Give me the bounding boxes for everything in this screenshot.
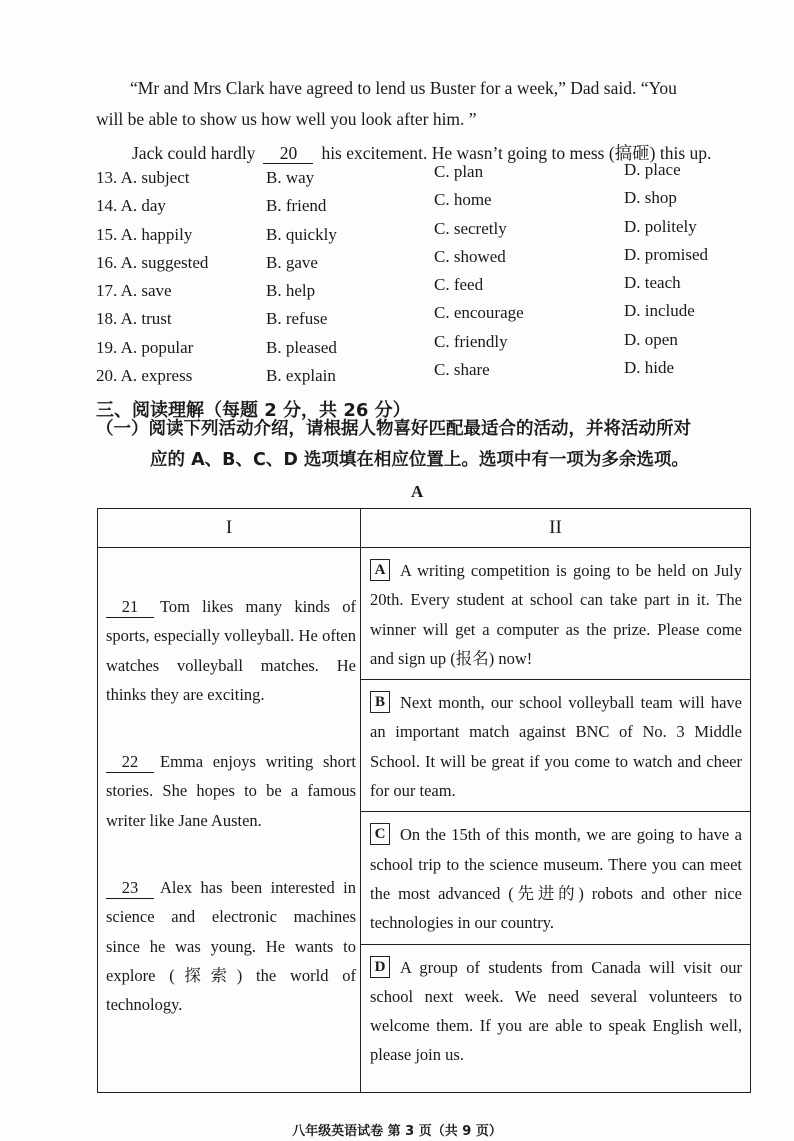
option-d: D. hide (624, 358, 675, 378)
option-c: C. showed (434, 246, 506, 266)
text-label: A (411, 482, 424, 501)
option-d: D. shop (624, 188, 677, 208)
part-instructions (96, 414, 756, 476)
option-c: C. encourage (434, 303, 524, 323)
passage-line-3-after: his excitement. He wasn’t going to mess (搞砸) this up. (321, 143, 712, 163)
person-item (106, 873, 356, 1019)
people-column (98, 548, 361, 1093)
activity-item (361, 679, 750, 811)
activity-description: A writing competition is going to be held on July 20th. Every student at school can take part in it. The winner will get a computer as the prize. Please come and sign up (报名) now! (370, 561, 742, 668)
option-b: B. refuse (266, 309, 328, 329)
person-description: Tom likes many kinds of sports, especially volleyball. He often watches volleyball matches. He thinks they are exciting. (106, 597, 356, 704)
option-a: 16. A. suggested (96, 252, 209, 272)
option-c: C. feed (434, 275, 484, 295)
section-title: 三、阅读理解（每题 2 分，共 26 分） (96, 400, 411, 421)
matching-table (97, 508, 751, 1093)
option-a: 13. A. subject (96, 168, 190, 187)
option-c: C. plan (434, 162, 484, 181)
person-item (106, 747, 356, 835)
option-row (96, 358, 756, 394)
option-a: 19. A. popular (96, 337, 194, 357)
option-a: 17. A. save (96, 281, 172, 301)
activity-letter: D (370, 956, 390, 978)
option-a: 15. A. happily (96, 224, 193, 244)
option-c: C. secretly (434, 218, 507, 238)
passage-line-1: “Mr and Mrs Clark have agreed to lend us Buster for a week,” Dad said. “You (130, 78, 677, 98)
person-description: Alex has been interested in science and electronic machines since he was young. He wants to explore (探索) the world of technology. (106, 878, 356, 1015)
activity-item (361, 811, 750, 943)
answer-blank-23[interactable]: 23 (106, 878, 154, 899)
passage-line-3-before: Jack could hardly (132, 143, 256, 163)
person-item (106, 592, 356, 709)
column-header-ii: II (361, 509, 751, 548)
option-d: D. teach (624, 273, 681, 293)
option-c: C. share (434, 360, 490, 380)
option-a: 14. A. day (96, 196, 166, 216)
option-b: B. help (266, 281, 316, 301)
activity-letter: C (370, 823, 390, 845)
page-footer: 八年级英语试卷 第 3 页（共 9 页） (292, 1124, 502, 1139)
option-d: D. include (624, 301, 695, 321)
activity-letter: A (370, 559, 390, 581)
activity-description: On the 15th of this month, we are going to have a school trip to the science museum. There you can meet the most advanced (先进的) robots and other nice technologies in our country. (370, 825, 742, 933)
option-d: D. open (624, 329, 678, 349)
activity-description: Next month, our school volleyball team will have an important match against BNC of No. 3 Middle School. It will be great if you come to watch and cheer for our team. (370, 693, 742, 801)
activity-letter: B (370, 691, 390, 713)
option-d: D. politely (624, 216, 697, 236)
option-a: 20. A. express (96, 366, 193, 386)
option-b: B. gave (266, 252, 318, 272)
person-description: Emma enjoys writing short stories. She hopes to be a famous writer like Jane Austen. (106, 752, 356, 830)
option-b: B. way (266, 168, 315, 187)
instructions-line-2: 应的 A、B、C、D 选项填在相应位置上。选项中有一项为多余选项。 (150, 450, 689, 470)
option-b: B. friend (266, 196, 327, 216)
option-b: B. pleased (266, 337, 337, 357)
option-c: C. home (434, 190, 492, 210)
activities-column (361, 548, 751, 1093)
answer-blank-21[interactable]: 21 (106, 597, 154, 618)
option-b: B. explain (266, 366, 336, 386)
option-a: 18. A. trust (96, 309, 172, 329)
column-header-i: I (98, 509, 361, 548)
blank-20: 20 (263, 143, 313, 164)
activity-item (361, 944, 750, 1076)
cloze-options (96, 160, 756, 394)
answer-blank-22[interactable]: 22 (106, 752, 154, 773)
instructions-line-1: （一）阅读下列活动介绍，请根据人物喜好匹配最适合的活动，并将活动所对 (96, 419, 691, 439)
option-c: C. friendly (434, 331, 508, 351)
option-d: D. place (624, 160, 681, 179)
option-b: B. quickly (266, 224, 337, 244)
passage-line-2: will be able to show us how well you look after him. ” (96, 109, 477, 129)
activity-item (361, 548, 750, 679)
option-d: D. promised (624, 244, 709, 264)
activity-description: A group of students from Canada will visit our school next week. We need several volunteers to welcome them. If you are able to speak English well, please join us. (370, 957, 742, 1065)
